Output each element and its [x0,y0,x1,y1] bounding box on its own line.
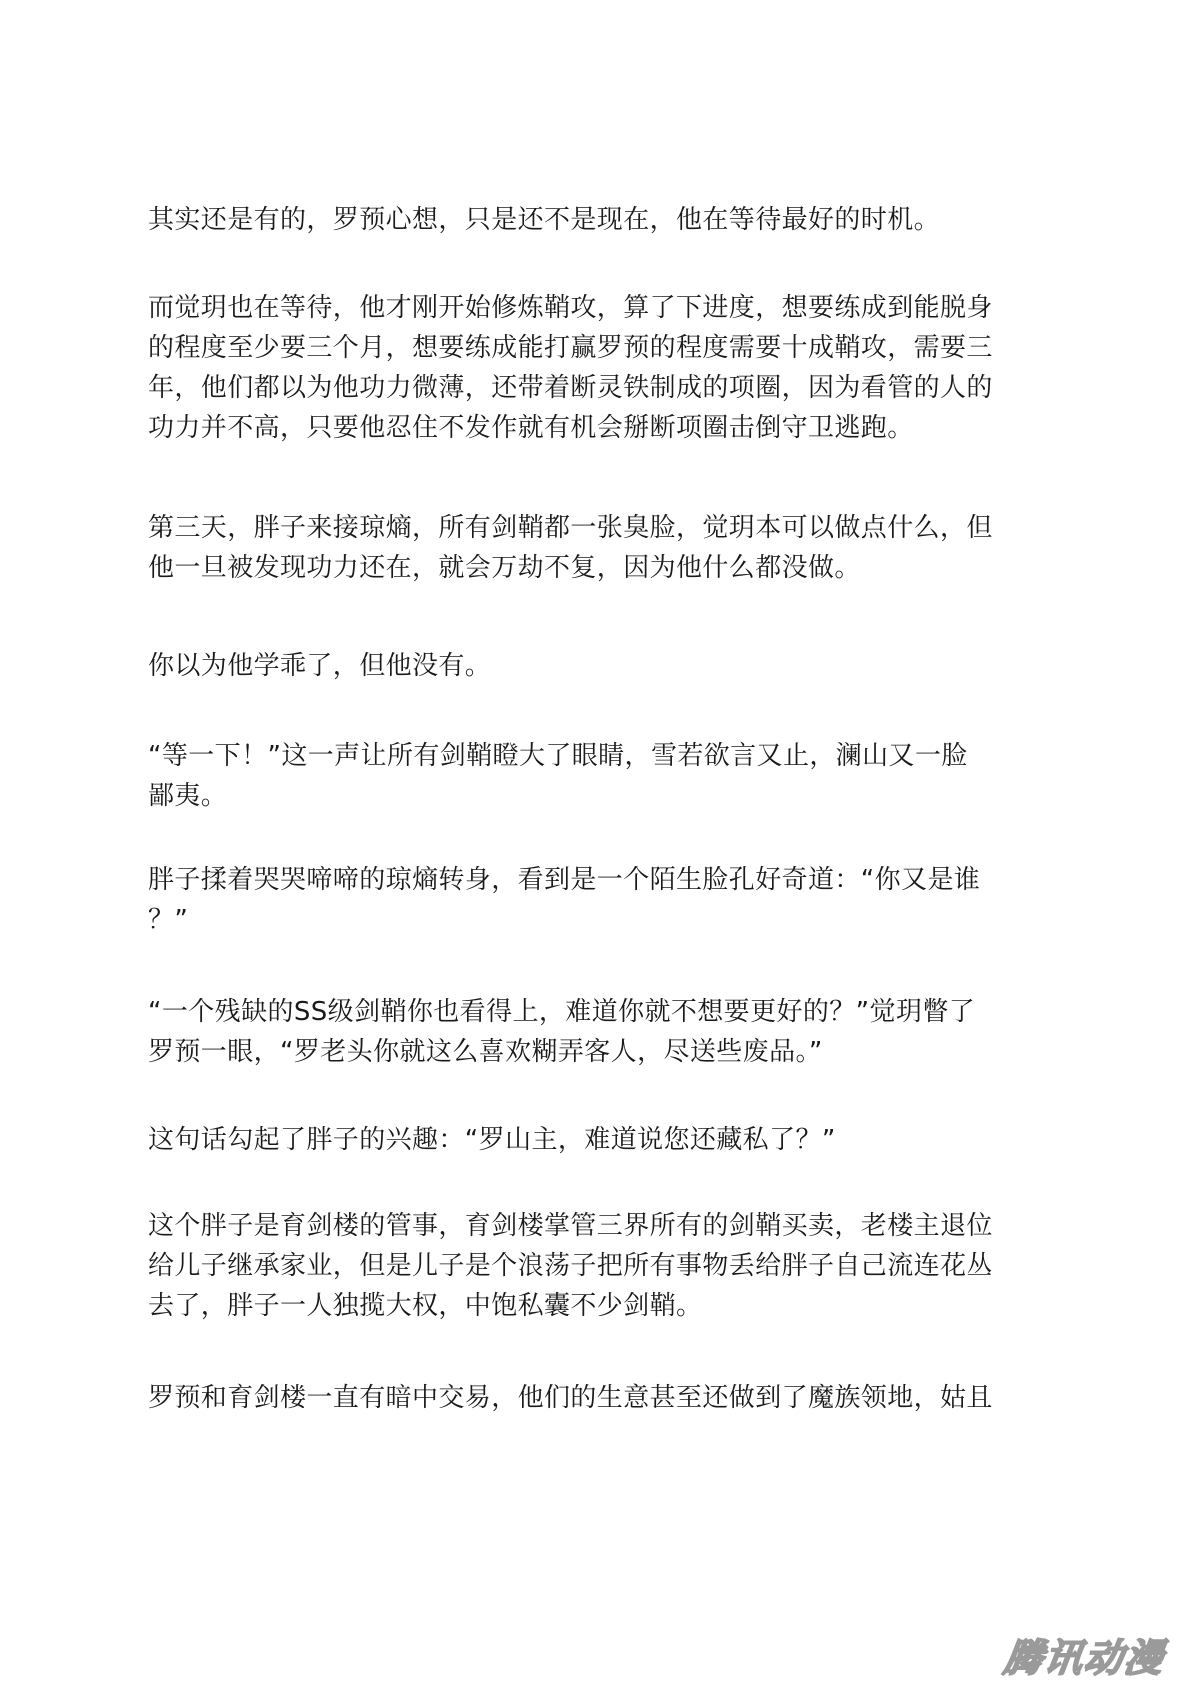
tencent-comic-watermark [992,1628,1178,1680]
paragraph-9: 这个胖子是育剑楼的管事，育剑楼掌管三界所有的剑鞘买卖，老楼主退位 给儿子继承家业，但是儿子是个浪荡子把所有事物丢给胖子自己流连花丛 去了，胖子一人独揽大权，中饱私囊不少剑鞘。 [148,1211,993,1321]
paragraph-10: 罗预和育剑楼一直有暗中交易，他们的生意甚至还做到了魔族领地，姑且 [148,1383,993,1413]
paragraph-3: 第三天，胖子来接琼熵，所有剑鞘都一张臭脸，觉玥本可以做点什么，但 他一旦被发现功力还在，就会万劫不复，因为他什么都没做。 [148,513,993,583]
paragraph-1: 其实还是有的，罗预心想，只是还不是现在，他在等待最好的时机。 [148,205,941,235]
paragraph-2: 而觉玥也在等待，他才刚开始修炼鞘攻，算了下进度，想要练成到能脱身 的程度至少要三个月，想要练成能打赢罗预的程度需要十成鞘攻，需要三 年，他们都以为他功力微薄，还带着断灵铁制成的项圈，因为看管的人的 功力并不高，只要他忍住不发作就有机会掰断项圈击倒守卫逃跑。 [148,293,993,443]
paragraph-6: 胖子揉着哭哭啼啼的琼熵转身，看到是一个陌生脸孔好奇道：“你又是谁 ？” [148,865,981,935]
paragraph-4: 你以为他学乖了，但他没有。 [148,651,492,681]
paragraph-7: “一个残缺的SS级剑鞘你也看得上，难道你就不想要更好的？”觉玥瞥了 罗预一眼，“罗老头你就这么喜欢糊弄客人，尽送些废品。” [148,997,976,1067]
watermark-text: 腾讯动漫 [1001,1635,1168,1680]
paragraph-5: “等一下！”这一声让所有剑鞘瞪大了眼睛，雪若欲言又止，澜山又一脸 鄙夷。 [148,741,968,811]
paragraph-8: 这句话勾起了胖子的兴趣：“罗山主，难道说您还藏私了？” [148,1125,836,1155]
